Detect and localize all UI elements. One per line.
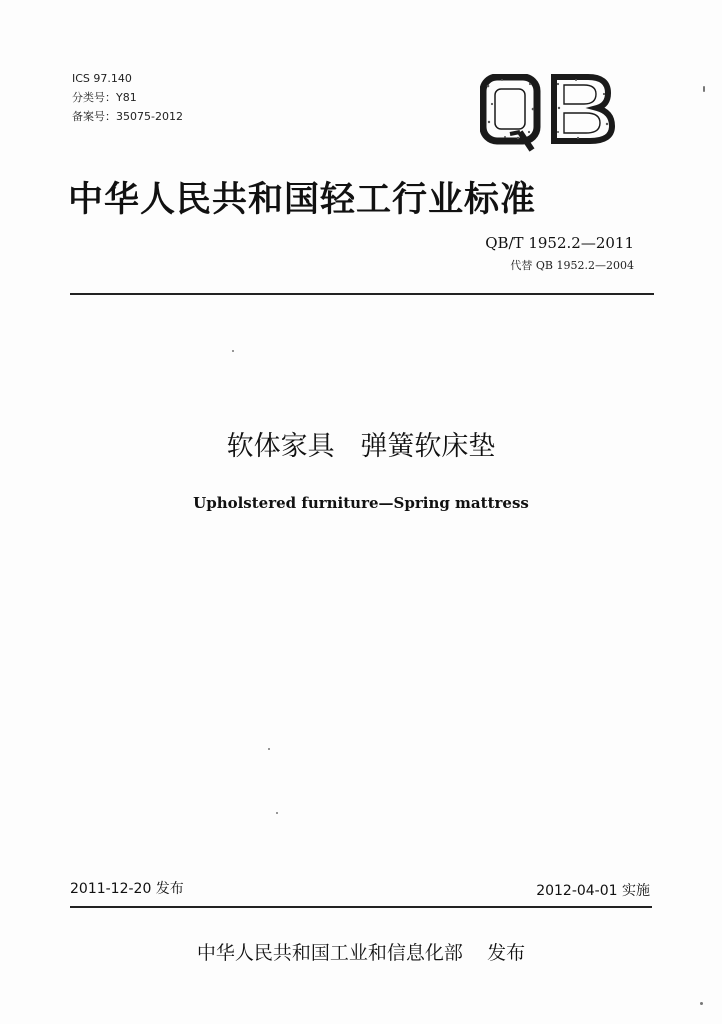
bottom-rule — [70, 906, 652, 908]
scan-speck — [268, 748, 270, 750]
qb-logo-q — [483, 77, 537, 150]
replaces-standard: 代替 QB 1952.2—2004 — [510, 259, 634, 272]
scan-speck — [232, 350, 234, 352]
main-title: 中华人民共和国轻工行业标准 — [68, 180, 537, 220]
record-number: 备案号：35075-2012 — [72, 110, 183, 123]
scan-speck — [700, 1002, 703, 1005]
document-title-english: Upholstered furniture—Spring mattress — [193, 494, 529, 512]
implementation-date: 2012-04-01 实施 — [536, 883, 650, 899]
qb-logo-b — [554, 77, 612, 141]
qb-logo — [480, 74, 620, 154]
document-title-chinese: 软体家具 弹簧软床垫 — [226, 431, 496, 462]
scan-speck — [703, 86, 705, 92]
top-rule — [70, 293, 654, 295]
classification-number: 分类号：Y81 — [72, 91, 137, 104]
ics-code: ICS 97.140 — [72, 72, 132, 85]
metadata-block — [72, 69, 183, 126]
publisher: 中华人民共和国工业和信息化部 发布 — [196, 942, 526, 964]
standard-number: QB/T 1952.2—2011 — [485, 234, 634, 252]
scan-speck — [276, 812, 278, 814]
issue-date: 2011-12-20 发布 — [70, 881, 184, 897]
